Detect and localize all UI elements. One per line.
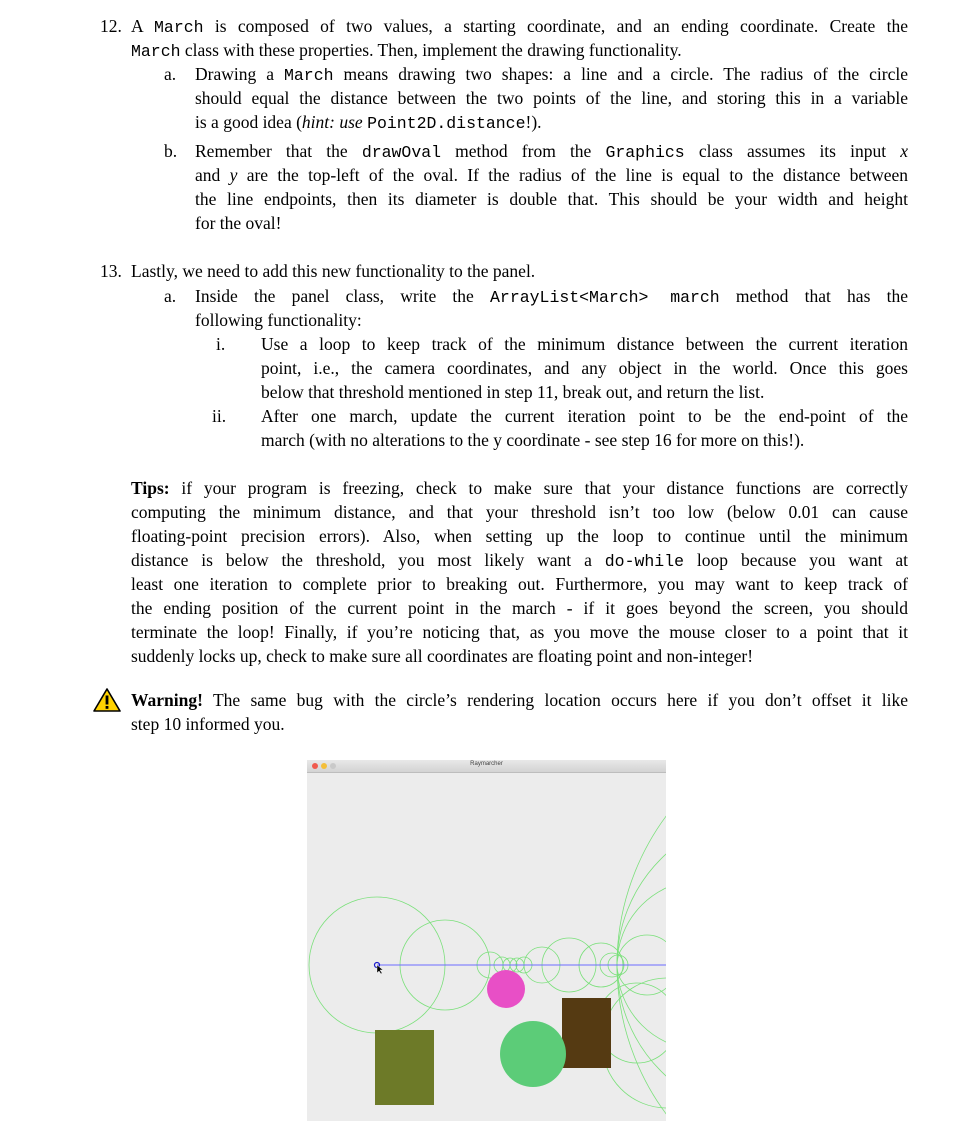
step-12-line-1: A March is composed of two values, a starting coordinate, and an ending coordinate. Create the [131, 16, 908, 37]
tips-line-7: terminate the loop! Finally, if you’re noticing that, as you move the mouse closer to a point that it [131, 622, 908, 642]
pink-circle [487, 970, 525, 1008]
step-12a-line-2: should equal the distance between the two points of the line, and storing this in a variable [195, 88, 908, 108]
tips-line-6: the ending position of the current point in the march - if it goes beyond the screen, you should [131, 598, 908, 618]
step-12a-line-3: is a good idea (hint: use Point2D.distance!). [195, 112, 542, 133]
step-13-number: 13. [100, 261, 122, 281]
tips-line-2: computing the minimum distance, and that your threshold isn’t too low (below 0.01 can cause [131, 502, 908, 522]
tips-label: Tips: [131, 478, 170, 498]
step-12b-line-4: for the oval! [195, 213, 282, 233]
step-13a-i-line-1: Use a loop to keep track of the minimum distance between the current iteration [261, 334, 908, 354]
step-13a-line-2: following functionality: [195, 310, 362, 330]
warning-label: Warning! [131, 690, 203, 710]
step-12b-line-3: the line endpoints, then its diameter is double that. This should be your width and height [195, 189, 908, 209]
raymarcher-window [307, 760, 666, 1121]
tips-line-5: least one iteration to complete prior to breaking out. Furthermore, you may want to keep track of [131, 574, 908, 594]
raymarch-canvas [307, 773, 666, 1121]
window-title: Raymarcher [470, 761, 503, 767]
step-12a-line-1: Drawing a March means drawing two shapes: a line and a circle. The radius of the circle [195, 64, 908, 85]
brown-rectangle [562, 998, 611, 1068]
tips-line-8: suddenly locks up, check to make sure all coordinates are floating point and non-integer! [131, 646, 754, 666]
green-circle [500, 1021, 566, 1087]
warning-triangle-icon [93, 688, 121, 712]
step-13a-line-1: Inside the panel class, write the ArrayList<March> march method that has the [195, 286, 908, 307]
step-12b-label: b. [164, 141, 178, 161]
mouse-cursor-icon [375, 963, 384, 975]
olive-rectangle [375, 1030, 434, 1105]
march-circle [602, 978, 666, 1108]
tips-line-3: floating-point precision errors). Also, when setting up the loop to continue until the minimum [131, 526, 908, 546]
march-circles [309, 773, 666, 1121]
step-13a-ii-line-2: march (with no alterations to the y coordinate - see step 16 for more on this!). [261, 430, 805, 450]
step-13a-label: a. [164, 286, 177, 306]
tips-line-4: distance is below the threshold, you most likely want a do-while loop because you want at [131, 550, 908, 571]
window-titlebar [307, 760, 666, 773]
step-12-number: 12. [100, 16, 122, 36]
warning-line-1: Warning! The same bug with the circle’s rendering location occurs here if you don’t offset it like [131, 690, 908, 710]
step-13a-ii-label: ii. [212, 406, 227, 426]
step-13a-i-line-2: point, i.e., the camera coordinates, and any object in the world. Once this goes [261, 358, 908, 378]
tips-line-1: Tips: if your program is freezing, check to make sure that your distance functions are correctly [131, 478, 908, 498]
step-13a-i-label: i. [216, 334, 226, 354]
step-12a-label: a. [164, 64, 177, 84]
step-13a-ii-line-1: After one march, update the current iteration point to be the end-point of the [261, 406, 908, 426]
step-12-line-2: March class with these properties. Then, implement the drawing functionality. [131, 40, 682, 61]
step-12b-line-1: Remember that the drawOval method from the Graphics class assumes its input x [195, 141, 908, 162]
step-13-line-1: Lastly, we need to add this new functionality to the panel. [131, 261, 536, 281]
warning-line-2: step 10 informed you. [131, 714, 285, 734]
step-12b-line-2: and y are the top-left of the oval. If the radius of the line is equal to the distance between [195, 165, 908, 185]
step-13a-i-line-3: below that threshold mentioned in step 11, break out, and return the list. [261, 382, 765, 402]
